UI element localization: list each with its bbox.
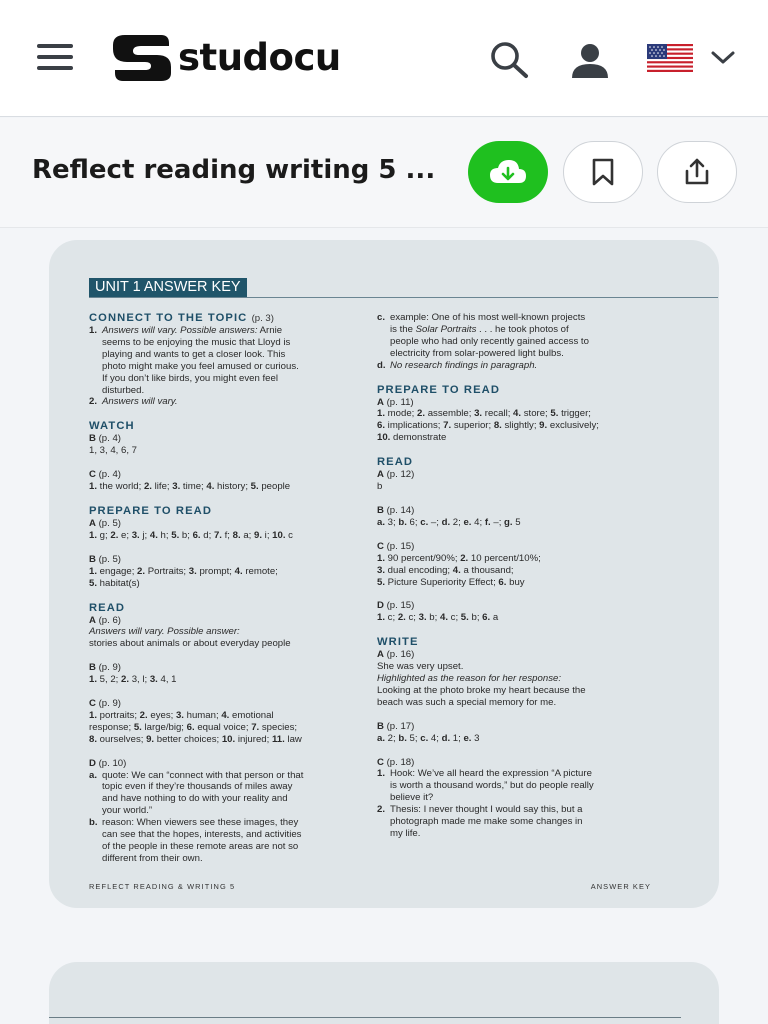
answer-line: 1. the world; 2. life; 3. time; 4. history; 5. people: [89, 481, 291, 493]
answer-line: 3. dual encoding; 4. a thousand;: [377, 564, 514, 576]
answer-item: d. No research findings in paragraph.: [377, 359, 538, 371]
download-button[interactable]: [468, 141, 548, 203]
answer-line: a. 2; b. 5; c. 4; d. 1; e. 3: [377, 732, 480, 744]
answer-key-right-column: [377, 312, 657, 840]
answer-label: C (p. 18): [377, 756, 415, 768]
unit-title: UNIT 1 ANSWER KEY: [89, 278, 247, 297]
chevron-down-icon[interactable]: [708, 46, 738, 68]
answer-label: C (p. 15): [377, 540, 415, 552]
hamburger-menu-icon[interactable]: [37, 44, 73, 70]
section-heading: CONNECT TO THE TOPIC (p. 3): [89, 312, 274, 324]
answer-line: Answers will vary. Possible answer:: [89, 626, 240, 638]
section-heading: WRITE: [377, 636, 419, 649]
answer-line: stories about animals or about everyday people: [89, 638, 291, 650]
answer-item: 1. Answers will vary. Possible answers: Arnie seems to be enjoying the music that Lloyd is playing and wants to get a closer look. This photo might make you feel amused or curious. If you don’t like birds, you might even feel disturbed.: [89, 325, 299, 396]
answer-label: A (p. 11): [377, 396, 414, 408]
unit-header: [89, 278, 718, 298]
answer-line: b: [377, 481, 383, 493]
document-page-preview: [49, 240, 719, 908]
answer-label: A (p. 12): [377, 469, 415, 481]
answer-line: 1. engage; 2. Portraits; 3. prompt; 4. remote;: [89, 565, 278, 577]
section-heading: PREPARE TO READ: [377, 383, 501, 396]
answer-line: Looking at the photo broke my heart because the: [377, 684, 586, 696]
section-heading: WATCH: [89, 420, 135, 433]
answer-line: 10. demonstrate: [377, 432, 447, 444]
answer-line: 1. g; 2. e; 3. j; 4. h; 5. b; 6. d; 7. f; 8. a; 9. i; 10. c: [89, 529, 293, 541]
section-heading: READ: [89, 601, 126, 614]
answer-line: response; 5. large/big; 6. equal voice; 7. species;: [89, 721, 298, 733]
answer-label: C (p. 9): [89, 698, 122, 710]
studocu-logo-icon: [111, 33, 173, 83]
answer-line: 8. ourselves; 9. better choices; 10. injured; 11. law: [89, 733, 302, 745]
brand-name: studocu: [178, 36, 341, 79]
answer-label: B (p. 4): [89, 433, 122, 445]
page-divider: [49, 1017, 681, 1018]
answer-line: 1. 5, 2; 2. 3, l; 3. 4, 1: [89, 674, 177, 686]
answer-label: D (p. 10): [89, 757, 127, 769]
share-icon: [682, 157, 712, 187]
answer-line: She was very upset.: [377, 661, 464, 673]
answer-item: c. example: One of his most well-known projects is the Solar Portraits . . . he took photos of people who had only recently gained access to electricity from solar-powered light bulbs.: [377, 312, 589, 359]
answer-item: a. quote: We can “connect with that person or that topic even if they’re thousands of miles away and have nothing to do with your reality and your world.”: [89, 769, 304, 817]
answer-label: B (p. 14): [377, 504, 415, 516]
answer-label: B (p. 9): [89, 662, 122, 674]
answer-label: A (p. 6): [89, 614, 122, 626]
answer-line: beach was such a special memory for me.: [377, 696, 557, 708]
answer-line: a. 3; b. 6; c. –; d. 2; e. 4; f. –; g. 5: [377, 516, 521, 528]
answer-line: 5. Picture Superiority Effect; 6. buy: [377, 576, 525, 588]
answer-label: C (p. 4): [89, 469, 122, 481]
studocu-logo[interactable]: [111, 33, 341, 83]
section-heading: READ: [377, 456, 414, 469]
answer-line: 1. 90 percent/90%; 2. 10 percent/10%;: [377, 552, 541, 564]
answer-key-left-column: [89, 312, 369, 865]
answer-item: 2. Thesis: I never thought I would say this, but a photograph made me make some changes in my life.: [377, 804, 583, 839]
document-title: Reflect reading writing 5 ...: [32, 155, 436, 185]
answer-label: A (p. 5): [89, 517, 122, 529]
answer-line: 1. mode; 2. assemble; 3. recall; 4. store; 5. trigger;: [377, 408, 591, 420]
answer-label: D (p. 15): [377, 600, 415, 612]
user-icon[interactable]: [568, 40, 612, 80]
us-flag-icon[interactable]: [647, 44, 693, 72]
page-footer-section: ANSWER KEY: [590, 882, 651, 891]
answer-item: 2. Answers will vary.: [89, 396, 178, 408]
next-page-preview: [49, 962, 719, 1024]
answer-item: 1. Hook: We’ve all heard the expression “A picture is worth a thousand words,” but do people really believe it?: [377, 768, 594, 804]
answer-line: 1, 3, 4, 6, 7: [89, 445, 138, 457]
page-footer-book-title: REFLECT READING & WRITING 5: [89, 882, 236, 891]
document-title-bar: [0, 118, 768, 228]
answer-line: Highlighted as the reason for her response:: [377, 673, 561, 685]
answer-line: 6. implications; 7. superior; 8. slightly; 9. exclusively;: [377, 420, 599, 432]
search-icon[interactable]: [486, 38, 532, 80]
answer-label: B (p. 5): [89, 553, 122, 565]
top-navigation-bar: [0, 0, 768, 117]
section-heading: PREPARE TO READ: [89, 504, 213, 517]
save-button[interactable]: [563, 141, 643, 203]
answer-label: B (p. 17): [377, 720, 415, 732]
answer-line: 1. portraits; 2. eyes; 3. human; 4. emotional: [89, 709, 274, 721]
share-button[interactable]: [657, 141, 737, 203]
bookmark-icon: [591, 157, 615, 187]
answer-label: A (p. 16): [377, 649, 415, 661]
answer-line: 1. c; 2. c; 3. b; 4. c; 5. b; 6. a: [377, 612, 499, 624]
answer-item: b. reason: When viewers see these images, they can see that the hopes, interests, and activities of the people in these remote areas are not so different from their own.: [89, 817, 302, 864]
cloud-download-icon: [488, 157, 528, 187]
answer-line: 5. habitat(s): [89, 577, 140, 589]
